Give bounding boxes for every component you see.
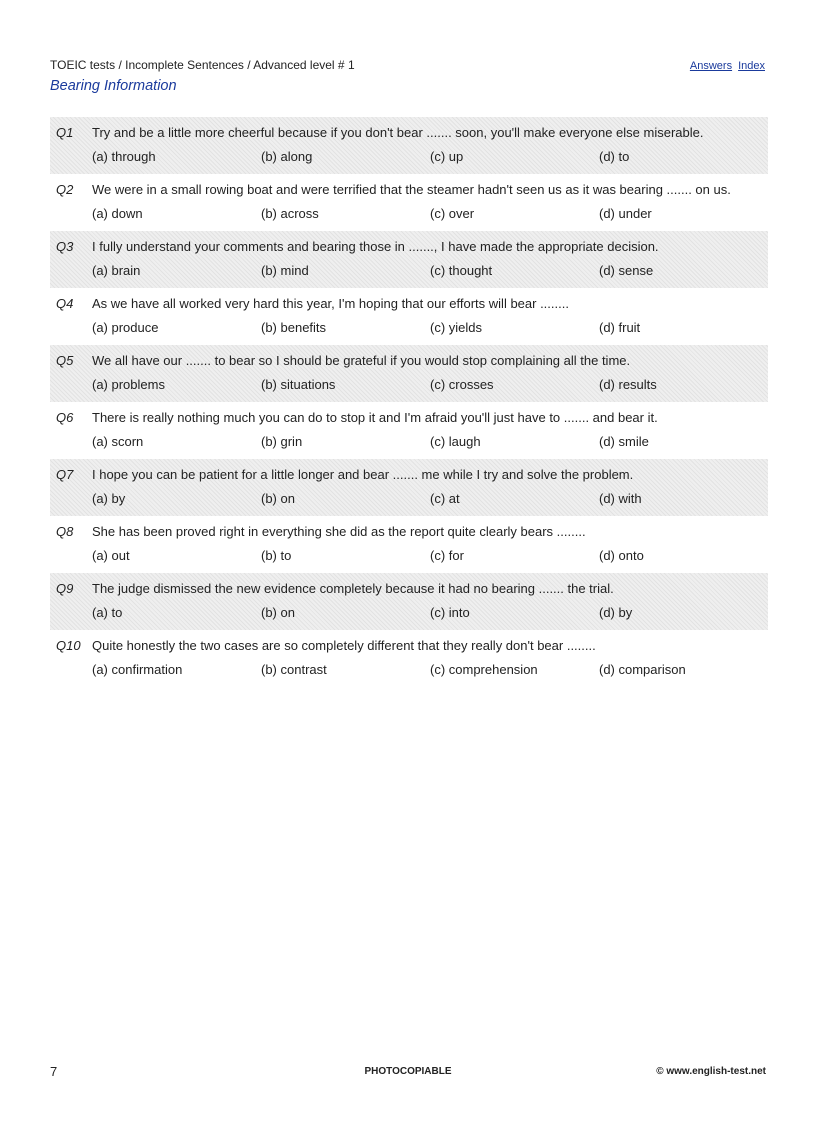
question-item [50, 630, 768, 687]
question-text: Quite honestly the two cases are so completely different that they really don't bear ........ [92, 638, 596, 653]
photocopiable-label: PHOTOCOPIABLE [364, 1066, 452, 1077]
option-c[interactable]: (c) into [430, 605, 470, 620]
options-row [92, 204, 768, 224]
option-d[interactable]: (d) sense [599, 263, 654, 278]
breadcrumb: TOEIC tests / Incomplete Sentences / Advanced level # 1 [50, 58, 355, 72]
question-text: She has been proved right in everything she did as the report quite clearly bears ........ [92, 524, 586, 539]
options-row [92, 147, 768, 167]
question-list [50, 117, 768, 687]
option-d[interactable]: (d) by [599, 605, 633, 620]
index-link[interactable]: Index [738, 60, 765, 72]
page-number: 7 [50, 1064, 58, 1079]
option-a[interactable]: (a) out [92, 548, 130, 563]
option-a[interactable]: (a) brain [92, 263, 141, 278]
options-row [92, 489, 768, 509]
question-number: Q10 [56, 638, 81, 653]
option-a[interactable]: (a) scorn [92, 434, 144, 449]
page-title: Bearing Information [50, 78, 177, 94]
option-b[interactable]: (b) on [261, 491, 295, 506]
option-b[interactable]: (b) benefits [261, 320, 327, 335]
option-b[interactable]: (b) contrast [261, 662, 327, 677]
option-b[interactable]: (b) to [261, 548, 292, 563]
question-item [50, 174, 768, 231]
question-text: I hope you can be patient for a little longer and bear ....... me while I try and solve the problem. [92, 467, 634, 482]
option-b[interactable]: (b) mind [261, 263, 309, 278]
option-c[interactable]: (c) thought [430, 263, 493, 278]
option-a[interactable]: (a) to [92, 605, 123, 620]
option-d[interactable]: (d) under [599, 206, 652, 221]
question-text: The judge dismissed the new evidence completely because it had no bearing ....... the trial. [92, 581, 614, 596]
options-row [92, 261, 768, 281]
question-text: There is really nothing much you can do to stop it and I'm afraid you'll just have to ....... and bear it. [92, 410, 658, 425]
page-footer [50, 1064, 766, 1080]
question-number: Q2 [56, 182, 74, 197]
option-a[interactable]: (a) by [92, 491, 126, 506]
question-number: Q3 [56, 239, 74, 254]
option-b[interactable]: (b) across [261, 206, 319, 221]
option-a[interactable]: (a) through [92, 149, 156, 164]
question-number: Q9 [56, 581, 74, 596]
option-c[interactable]: (c) up [430, 149, 464, 164]
question-item [50, 117, 768, 174]
question-number: Q8 [56, 524, 74, 539]
question-number: Q6 [56, 410, 74, 425]
question-item [50, 459, 768, 516]
option-c[interactable]: (c) over [430, 206, 475, 221]
question-text: As we have all worked very hard this year, I'm hoping that our efforts will bear ........ [92, 296, 569, 311]
question-item [50, 573, 768, 630]
question-number: Q1 [56, 125, 74, 140]
answers-link[interactable]: Answers [689, 60, 733, 72]
option-d[interactable]: (d) comparison [599, 662, 686, 677]
option-a[interactable]: (a) down [92, 206, 143, 221]
option-c[interactable]: (c) at [430, 491, 460, 506]
question-number: Q5 [56, 353, 74, 368]
question-number: Q7 [56, 467, 74, 482]
question-text: We all have our ....... to bear so I should be grateful if you would stop complaining all the time. [92, 353, 631, 368]
option-b[interactable]: (b) grin [261, 434, 303, 449]
option-d[interactable]: (d) with [599, 491, 642, 506]
question-item [50, 402, 768, 459]
question-text: Try and be a little more cheerful because if you don't bear ....... soon, you'll make everyone else miserable. [92, 125, 704, 140]
options-row [92, 432, 768, 452]
option-a[interactable]: (a) problems [92, 377, 165, 392]
options-row [92, 375, 768, 395]
question-item [50, 516, 768, 573]
options-row [92, 603, 768, 623]
option-b[interactable]: (b) situations [261, 377, 336, 392]
option-b[interactable]: (b) along [261, 149, 313, 164]
question-item [50, 231, 768, 288]
option-c[interactable]: (c) crosses [430, 377, 494, 392]
options-row [92, 660, 768, 680]
option-a[interactable]: (a) confirmation [92, 662, 183, 677]
option-d[interactable]: (d) to [599, 149, 630, 164]
question-text: We were in a small rowing boat and were terrified that the steamer hadn't seen us as it was bearing ....... on us. [92, 182, 731, 197]
options-row [92, 546, 768, 566]
option-d[interactable]: (d) smile [599, 434, 649, 449]
option-c[interactable]: (c) laugh [430, 434, 481, 449]
option-c[interactable]: (c) for [430, 548, 464, 563]
header-links [684, 60, 765, 72]
option-c[interactable]: (c) yields [430, 320, 483, 335]
option-b[interactable]: (b) on [261, 605, 295, 620]
option-d[interactable]: (d) fruit [599, 320, 641, 335]
option-c[interactable]: (c) comprehension [430, 662, 538, 677]
question-item [50, 345, 768, 402]
copyright-notice: © www.english-test.net [656, 1066, 766, 1077]
page-header [50, 58, 765, 94]
question-number: Q4 [56, 296, 74, 311]
option-d[interactable]: (d) results [599, 377, 657, 392]
question-text: I fully understand your comments and bearing those in ......., I have made the appropriate decision. [92, 239, 659, 254]
options-row [92, 318, 768, 338]
question-item [50, 288, 768, 345]
option-a[interactable]: (a) produce [92, 320, 159, 335]
option-d[interactable]: (d) onto [599, 548, 644, 563]
